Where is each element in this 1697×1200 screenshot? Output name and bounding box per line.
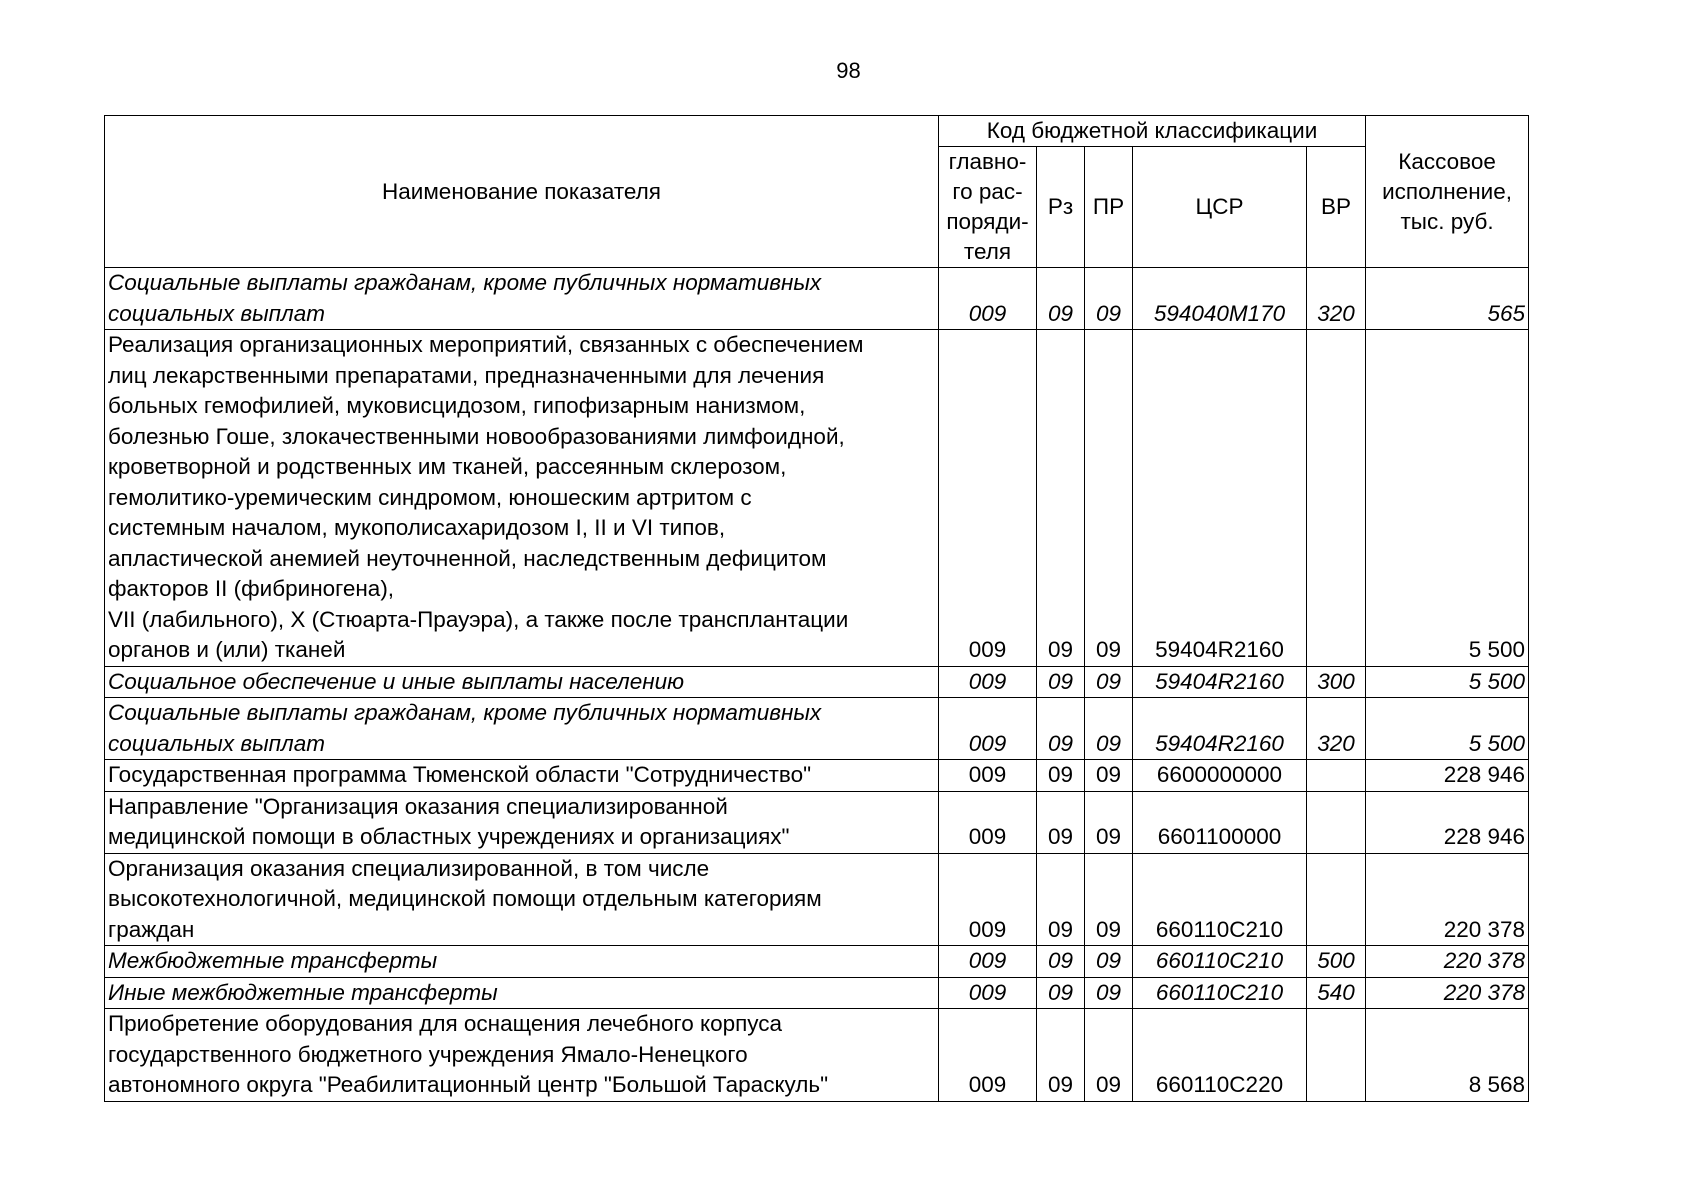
cell-rz: 09 <box>1037 698 1085 760</box>
header-glav <box>939 147 1037 268</box>
cell-csr: 660110С220 <box>1133 1009 1307 1102</box>
header-code-group: Код бюджетной классификации <box>939 116 1366 147</box>
cell-amount: 228 946 <box>1366 791 1529 853</box>
table-row <box>105 977 1529 1009</box>
cell-csr: 6600000000 <box>1133 760 1307 792</box>
cell-glav: 009 <box>939 946 1037 978</box>
cell-vr <box>1307 853 1366 946</box>
budget-table <box>104 115 1529 1102</box>
cell-name-line: Иные межбюджетные трансферты <box>108 979 498 1005</box>
cell-amount: 8 568 <box>1366 1009 1529 1102</box>
header-amount-line: исполнение, <box>1382 178 1512 204</box>
cell-name <box>105 760 939 792</box>
cell-amount: 5 500 <box>1366 330 1529 667</box>
cell-name-line: гемолитико-уремическим синдромом, юношеским артритом с <box>108 484 752 510</box>
cell-pr: 09 <box>1085 268 1133 330</box>
cell-pr: 09 <box>1085 853 1133 946</box>
cell-name <box>105 946 939 978</box>
table-row <box>105 791 1529 853</box>
cell-name-line: граждан <box>108 916 195 942</box>
cell-glav: 009 <box>939 1009 1037 1102</box>
cell-rz: 09 <box>1037 1009 1085 1102</box>
header-pr: ПР <box>1085 147 1133 268</box>
cell-name-line: системным началом, мукополисахаридозом I, II и VI типов, <box>108 515 726 540</box>
cell-glav: 009 <box>939 698 1037 760</box>
cell-name-line: автономного округа "Реабилитационный центр "Большой Тараскуль" <box>108 1072 829 1097</box>
cell-vr <box>1307 791 1366 853</box>
cell-name <box>105 666 939 698</box>
cell-vr <box>1307 330 1366 667</box>
cell-amount: 228 946 <box>1366 760 1529 792</box>
cell-name-line: болезнью Гоше, злокачественными новообразованиями лимфоидной, <box>108 423 845 449</box>
cell-rz: 09 <box>1037 853 1085 946</box>
header-vr: ВР <box>1307 147 1366 268</box>
cell-name-line: медицинской помощи в областных учреждениях и организациях" <box>108 824 790 849</box>
cell-name-line: Социальные выплаты гражданам, кроме публичных нормативных <box>108 700 822 725</box>
cell-csr: 594040М170 <box>1133 268 1307 330</box>
header-amount-line: Кассовое <box>1398 148 1496 174</box>
cell-name-line: Государственная программа Тюменской области "Сотрудничество" <box>108 762 812 787</box>
cell-vr: 320 <box>1307 268 1366 330</box>
cell-amount: 220 378 <box>1366 853 1529 946</box>
table-row <box>105 1009 1529 1102</box>
cell-vr <box>1307 1009 1366 1102</box>
table-row <box>105 268 1529 330</box>
cell-name-line: факторов II (фибриногена), <box>108 576 395 601</box>
cell-name-line: Межбюджетные трансферты <box>108 948 438 973</box>
cell-csr: 660110С210 <box>1133 946 1307 978</box>
table-row <box>105 760 1529 792</box>
cell-pr: 09 <box>1085 760 1133 792</box>
header-glav-line: го рас- <box>952 179 1023 204</box>
cell-name <box>105 791 939 853</box>
cell-glav: 009 <box>939 268 1037 330</box>
cell-name-line: Реализация организационных мероприятий, связанных с обеспечением <box>108 332 864 357</box>
cell-name-line: VII (лабильного), X (Стюарта-Прауэра), а также после трансплантации <box>108 606 849 632</box>
cell-glav: 009 <box>939 760 1037 792</box>
cell-name-line: Организация оказания специализированной, в том числе <box>108 855 710 881</box>
cell-amount: 220 378 <box>1366 946 1529 978</box>
header-glav-line: теля <box>963 239 1012 264</box>
cell-pr: 09 <box>1085 698 1133 760</box>
cell-csr: 660110С210 <box>1133 977 1307 1009</box>
cell-rz: 09 <box>1037 791 1085 853</box>
cell-name-line: социальных выплат <box>108 300 325 326</box>
cell-csr: 59404R2160 <box>1133 666 1307 698</box>
header-csr: ЦСР <box>1133 147 1307 268</box>
cell-name-line: Социальные выплаты гражданам, кроме публичных нормативных <box>108 270 822 295</box>
cell-name-line: государственного бюджетного учреждения Ямало-Ненецкого <box>108 1041 748 1067</box>
cell-pr: 09 <box>1085 666 1133 698</box>
table-row <box>105 946 1529 978</box>
cell-name-line: больных гемофилией, муковисцидозом, гипофизарным нанизмом, <box>108 393 806 418</box>
cell-name-line: органов и (или) тканей <box>108 637 346 662</box>
cell-glav: 009 <box>939 853 1037 946</box>
cell-glav: 009 <box>939 791 1037 853</box>
cell-rz: 09 <box>1037 330 1085 667</box>
cell-amount: 5 500 <box>1366 698 1529 760</box>
cell-vr: 540 <box>1307 977 1366 1009</box>
cell-vr: 320 <box>1307 698 1366 760</box>
cell-name-line: кроветворной и родственных им тканей, рассеянным склерозом, <box>108 454 787 479</box>
cell-amount: 220 378 <box>1366 977 1529 1009</box>
header-amount <box>1366 116 1529 268</box>
cell-name-line: высокотехнологичной, медицинской помощи отдельным категориям <box>108 886 822 911</box>
cell-name <box>105 977 939 1009</box>
cell-csr: 59404R2160 <box>1133 330 1307 667</box>
cell-pr: 09 <box>1085 791 1133 853</box>
cell-csr: 660110С210 <box>1133 853 1307 946</box>
cell-name <box>105 1009 939 1102</box>
cell-csr: 6601100000 <box>1133 791 1307 853</box>
cell-vr: 500 <box>1307 946 1366 978</box>
cell-rz: 09 <box>1037 760 1085 792</box>
cell-rz: 09 <box>1037 946 1085 978</box>
table-body <box>105 268 1529 1102</box>
header-glav-line: поряди- <box>946 209 1029 234</box>
cell-rz: 09 <box>1037 977 1085 1009</box>
cell-rz: 09 <box>1037 666 1085 698</box>
cell-name-line: социальных выплат <box>108 730 325 756</box>
cell-vr <box>1307 760 1366 792</box>
cell-name-line: апластической анемией неуточненной, наследственным дефицитом <box>108 545 827 571</box>
header-name: Наименование показателя <box>105 116 939 268</box>
table-row <box>105 853 1529 946</box>
table-row <box>105 330 1529 667</box>
cell-csr: 59404R2160 <box>1133 698 1307 760</box>
header-rz: Рз <box>1037 147 1085 268</box>
cell-amount: 5 500 <box>1366 666 1529 698</box>
cell-pr: 09 <box>1085 1009 1133 1102</box>
cell-name-line: Социальное обеспечение и иные выплаты населению <box>108 668 685 694</box>
cell-rz: 09 <box>1037 268 1085 330</box>
cell-glav: 009 <box>939 330 1037 667</box>
cell-name <box>105 698 939 760</box>
cell-name <box>105 268 939 330</box>
cell-name-line: лиц лекарственными препаратами, предназначенными для лечения <box>108 362 825 388</box>
table-row <box>105 698 1529 760</box>
cell-glav: 009 <box>939 977 1037 1009</box>
header-glav-line: главно- <box>948 149 1027 174</box>
cell-name <box>105 330 939 667</box>
cell-glav: 009 <box>939 666 1037 698</box>
cell-pr: 09 <box>1085 977 1133 1009</box>
header-amount-line: тыс. руб. <box>1400 208 1494 234</box>
cell-name-line: Приобретение оборудования для оснащения лечебного корпуса <box>108 1011 783 1036</box>
cell-pr: 09 <box>1085 946 1133 978</box>
cell-name <box>105 853 939 946</box>
table-row <box>105 666 1529 698</box>
cell-vr: 300 <box>1307 666 1366 698</box>
cell-amount: 565 <box>1366 268 1529 330</box>
cell-pr: 09 <box>1085 330 1133 667</box>
cell-name-line: Направление "Организация оказания специализированной <box>108 793 728 819</box>
page-number: 98 <box>836 58 861 83</box>
header-row-1 <box>105 116 1529 147</box>
